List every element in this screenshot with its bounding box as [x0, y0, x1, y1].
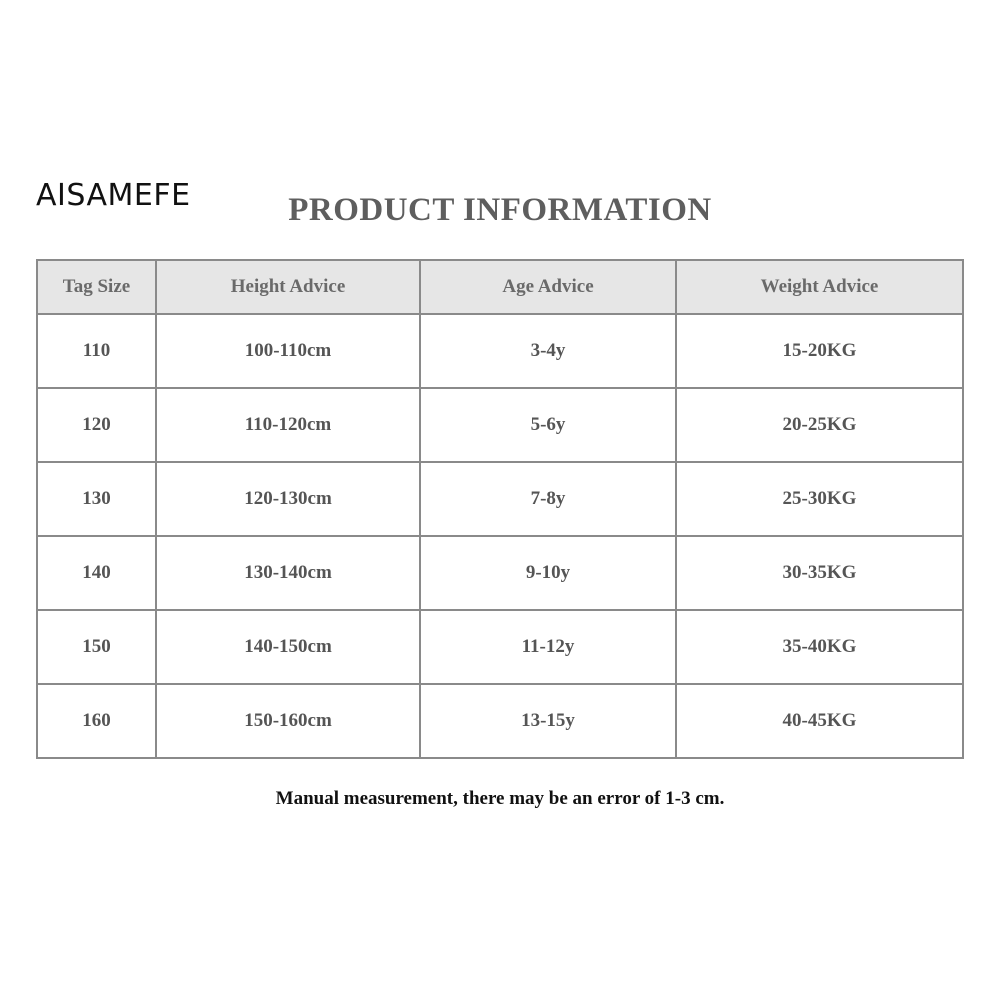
cell-height-advice: 110-120cm [156, 388, 420, 462]
cell-age-advice: 11-12y [420, 610, 676, 684]
size-chart-table [36, 259, 964, 759]
cell-height-advice: 120-130cm [156, 462, 420, 536]
cell-tag-size: 120 [37, 388, 156, 462]
table-row [37, 536, 963, 610]
table-row [37, 388, 963, 462]
table-row [37, 314, 963, 388]
page-title: PRODUCT INFORMATION [288, 192, 712, 228]
brand-logo-text: AISAMEFE [36, 178, 191, 213]
cell-height-advice: 100-110cm [156, 314, 420, 388]
cell-age-advice: 13-15y [420, 684, 676, 758]
cell-age-advice: 3-4y [420, 314, 676, 388]
header-age-advice: Age Advice [420, 260, 676, 314]
cell-height-advice: 140-150cm [156, 610, 420, 684]
cell-tag-size: 160 [37, 684, 156, 758]
cell-weight-advice: 30-35KG [676, 536, 963, 610]
table-row [37, 610, 963, 684]
cell-age-advice: 7-8y [420, 462, 676, 536]
header-height-advice: Height Advice [156, 260, 420, 314]
cell-age-advice: 5-6y [420, 388, 676, 462]
cell-tag-size: 140 [37, 536, 156, 610]
cell-height-advice: 130-140cm [156, 536, 420, 610]
table-row [37, 684, 963, 758]
measurement-note: Manual measurement, there may be an error of 1-3 cm. [275, 788, 725, 809]
cell-weight-advice: 20-25KG [676, 388, 963, 462]
cell-tag-size: 110 [37, 314, 156, 388]
cell-tag-size: 150 [37, 610, 156, 684]
cell-age-advice: 9-10y [420, 536, 676, 610]
cell-weight-advice: 15-20KG [676, 314, 963, 388]
table-header-row [37, 260, 963, 314]
cell-weight-advice: 35-40KG [676, 610, 963, 684]
cell-weight-advice: 40-45KG [676, 684, 963, 758]
cell-tag-size: 130 [37, 462, 156, 536]
table-row [37, 462, 963, 536]
header-tag-size: Tag Size [37, 260, 156, 314]
cell-height-advice: 150-160cm [156, 684, 420, 758]
cell-weight-advice: 25-30KG [676, 462, 963, 536]
header-weight-advice: Weight Advice [676, 260, 963, 314]
